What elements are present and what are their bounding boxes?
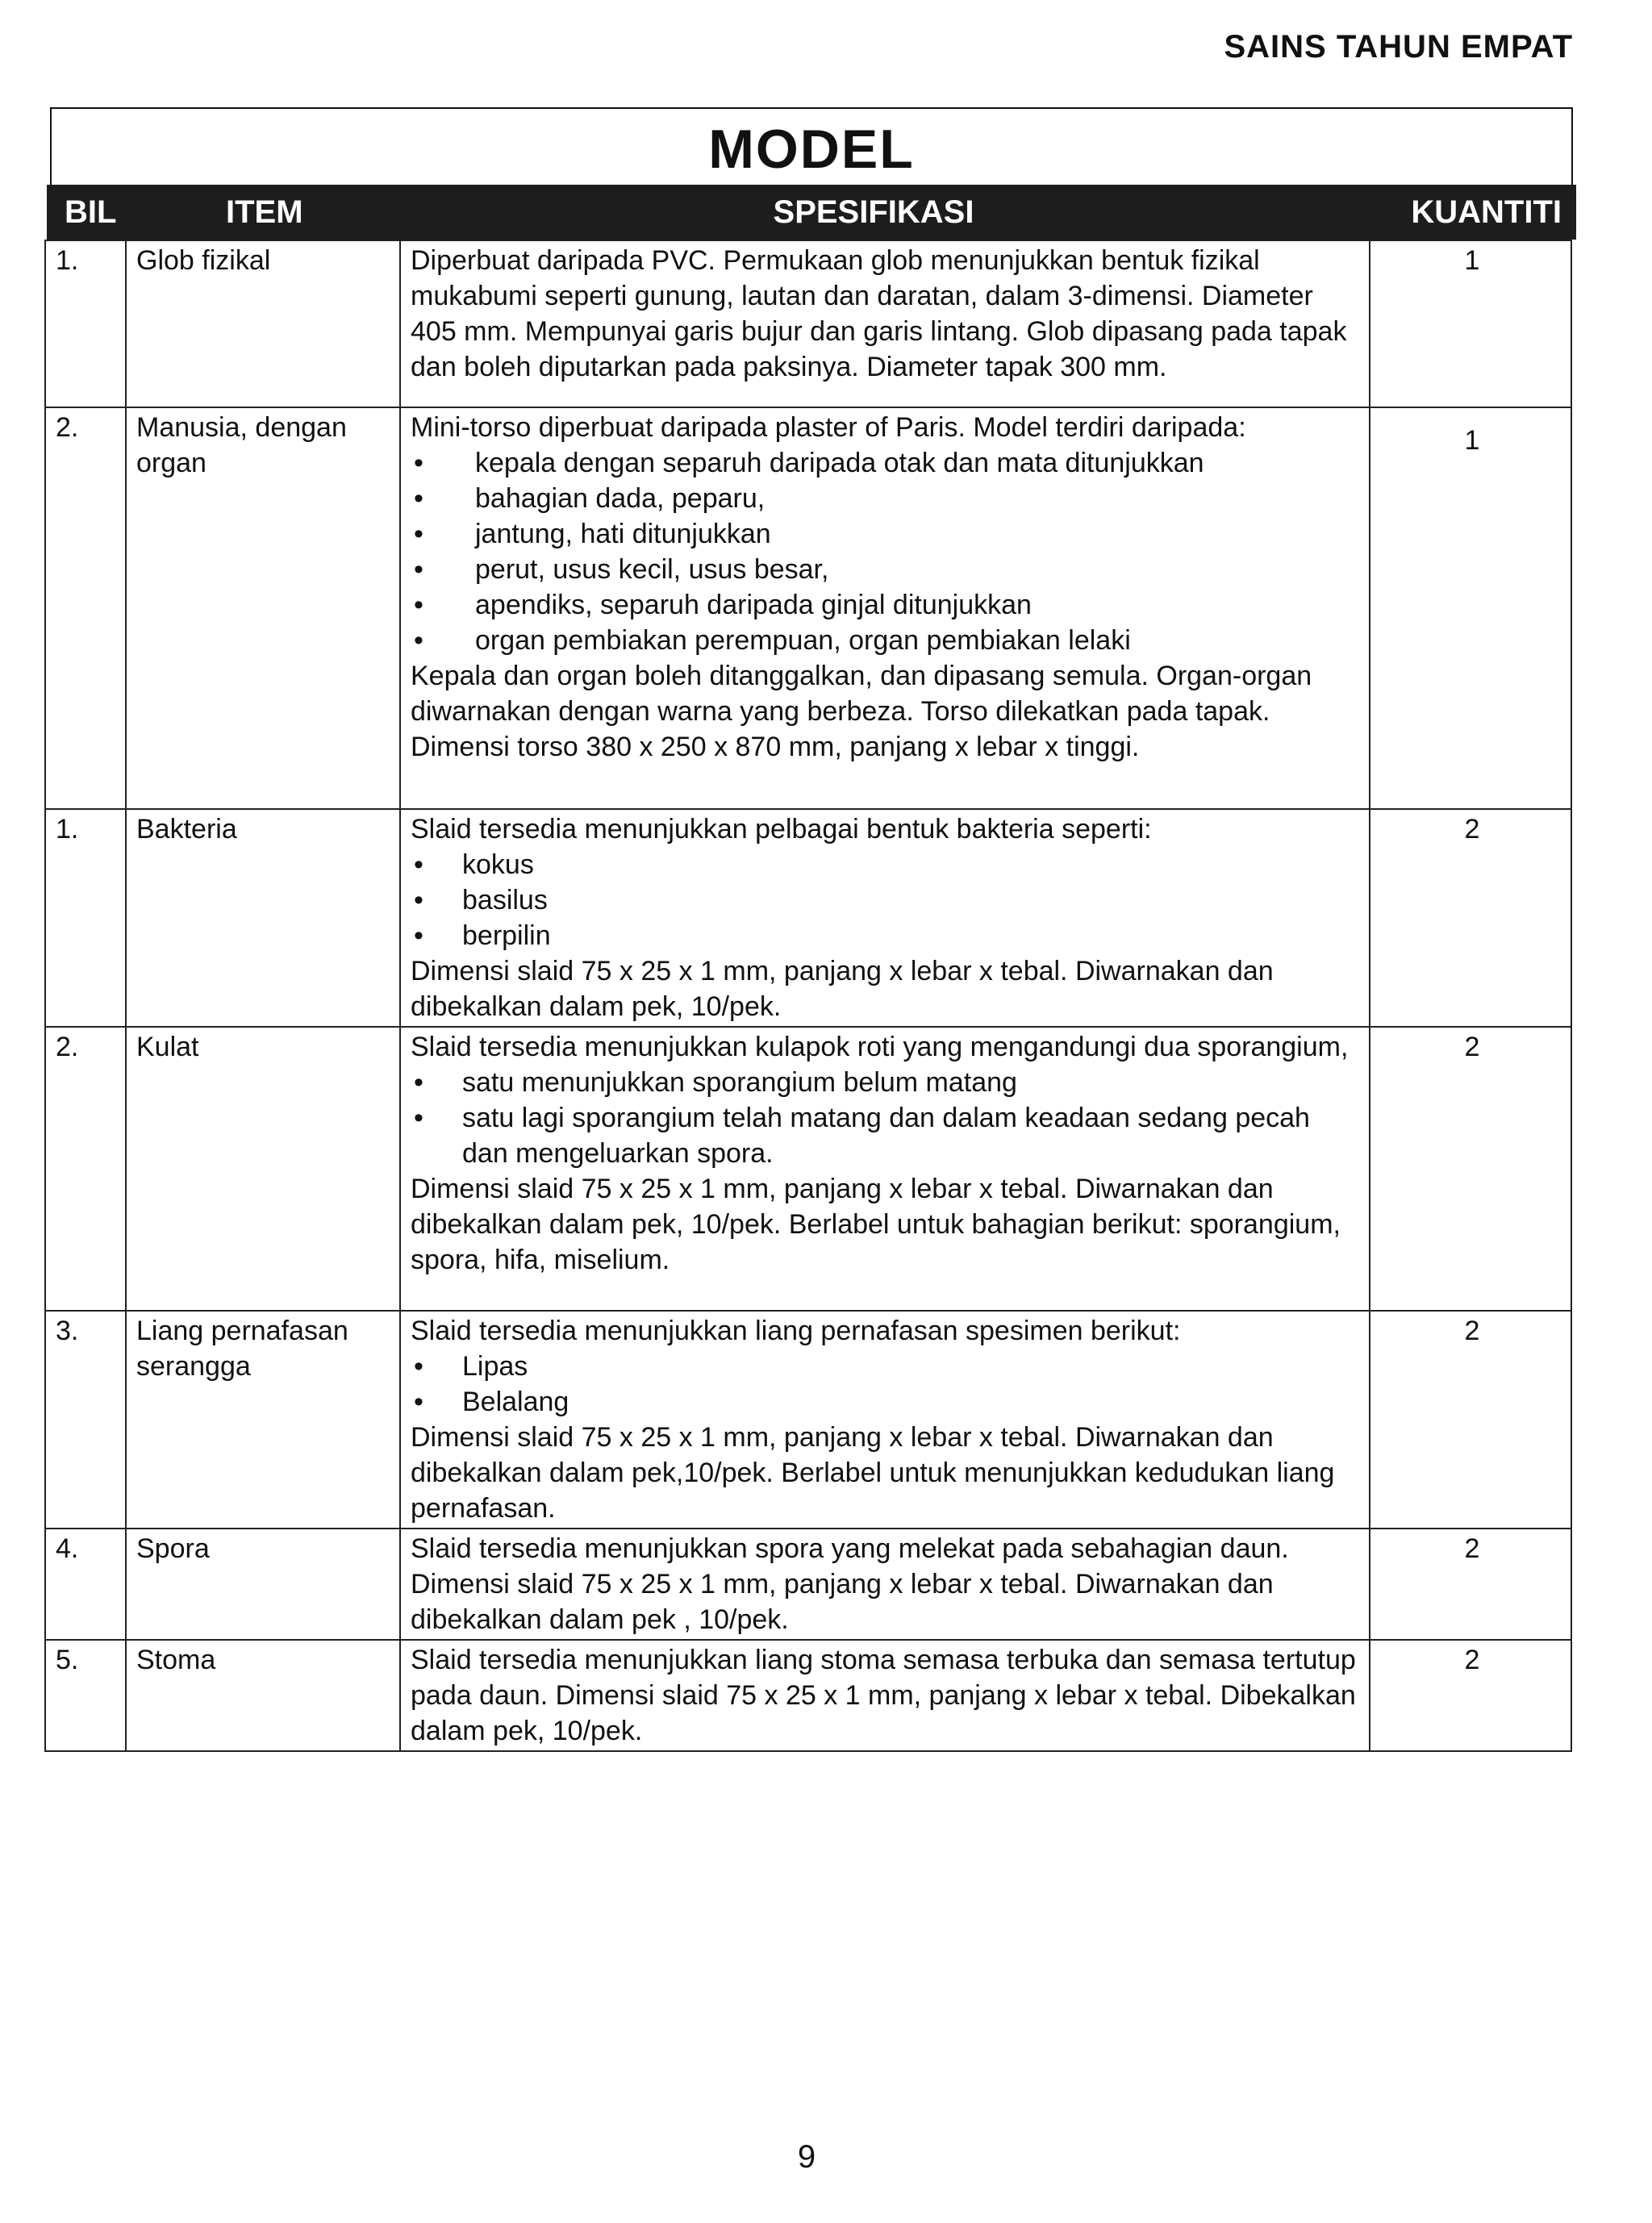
row-bil: 5. [45, 1640, 126, 1751]
row-bil: 3. [45, 1311, 126, 1529]
spec-bullet: • perut, usus kecil, usus besar, [411, 552, 1362, 587]
spec-intro: Slaid tersedia menunjukkan spora yang melekat pada sebahagian daun. Dimensi slaid 75 x 25 x 1 mm, panjang x lebar x tebal. Diwarnakan dan dibekalkan dalam pek , 10/pek. [411, 1533, 1289, 1635]
spec-bullet: • organ pembiakan perempuan, organ pembiakan lelaki [411, 623, 1362, 658]
row-spesifikasi [400, 240, 1370, 407]
row-item: Manusia, dengan organ [126, 407, 400, 809]
table-row [45, 1311, 1571, 1529]
row-spesifikasi [400, 1311, 1370, 1529]
table-row [45, 809, 1571, 1027]
table-header-bar [47, 185, 1576, 240]
table-title: MODEL [708, 119, 915, 180]
spec-intro: Slaid tersedia menunjukkan kulapok roti yang mengandungi dua sporangium, [411, 1032, 1349, 1062]
table-row [45, 1529, 1571, 1640]
spec-bullet: • berpilin [411, 918, 1362, 953]
row-kuantiti: 2 [1370, 1529, 1571, 1640]
row-item: Bakteria [126, 809, 400, 1027]
row-item: Kulat [126, 1027, 400, 1311]
row-kuantiti: 2 [1370, 1311, 1571, 1529]
table-title-box [50, 107, 1573, 185]
header-kuantiti: KUANTITI [1411, 194, 1562, 230]
spec-intro: Slaid tersedia menunjukkan liang stoma semasa terbuka dan semasa tertutup pada daun. Dimensi slaid 75 x 25 x 1 mm, panjang x lebar x tebal. Dibekalkan dalam pek, 10/pek. [411, 1645, 1356, 1746]
spec-bullet: • basilus [411, 882, 1362, 918]
row-bil: 2. [45, 1027, 126, 1311]
spec-intro: Slaid tersedia menunjukkan liang pernafasan spesimen berikut: [411, 1316, 1181, 1346]
spec-intro: Mini-torso diperbuat daripada plaster of Paris. Model terdiri daripada: [411, 412, 1246, 443]
spec-bullet: • apendiks, separuh daripada ginjal ditunjukkan [411, 587, 1362, 623]
row-item: Spora [126, 1529, 400, 1640]
page-number: 9 [797, 2139, 816, 2175]
running-header: SAINS TAHUN EMPAT [1224, 29, 1573, 65]
row-kuantiti: 2 [1370, 1640, 1571, 1751]
spec-bullet: • satu menunjukkan sporangium belum matang [411, 1065, 1362, 1100]
table-row [45, 1027, 1571, 1311]
spec-bullet: • jantung, hati ditunjukkan [411, 516, 1362, 552]
header-bil: BIL [65, 194, 117, 230]
spec-outro: Dimensi slaid 75 x 25 x 1 mm, panjang x lebar x tebal. Diwarnakan dan dibekalkan dalam pek, 10/pek. [411, 956, 1274, 1022]
row-item: Stoma [126, 1640, 400, 1751]
row-kuantiti: 1 [1370, 240, 1571, 407]
row-bil: 1. [45, 240, 126, 407]
table-row [45, 1640, 1571, 1751]
spec-outro: Kepala dan organ boleh ditanggalkan, dan dipasang semula. Organ-organ diwarnakan dengan warna yang berbeza. Torso dilekatkan pada tapak. Dimensi torso 380 x 250 x 870 mm, panjang x lebar x tinggi. [411, 661, 1312, 762]
row-kuantiti: 2 [1370, 809, 1571, 1027]
table-row [45, 240, 1571, 407]
spec-text: Diperbuat daripada PVC. Permukaan glob menunjukkan bentuk fizikal mukabumi seperti gunung, lautan dan daratan, dalam 3-dimensi. Diameter 405 mm. Mempunyai garis bujur dan garis lintang. Glob dipasang pada tapak dan boleh diputarkan pada paksinya. Diameter tapak 300 mm. [411, 245, 1347, 382]
spec-bullet: • kokus [411, 847, 1362, 882]
row-kuantiti: 1 [1370, 407, 1571, 809]
spec-bullet: • kepala dengan separuh daripada otak dan mata ditunjukkan [411, 445, 1362, 481]
row-spesifikasi [400, 1529, 1370, 1640]
row-bil: 2. [45, 407, 126, 809]
row-spesifikasi [400, 1640, 1370, 1751]
header-item: ITEM [226, 194, 303, 230]
spec-outro: Dimensi slaid 75 x 25 x 1 mm, panjang x lebar x tebal. Diwarnakan dan dibekalkan dalam pek,10/pek. Berlabel untuk menunjukkan kedudukan liang pernafasan. [411, 1422, 1335, 1524]
row-item: Liang pernafasan serangga [126, 1311, 400, 1529]
row-spesifikasi [400, 1027, 1370, 1311]
spec-bullet: • bahagian dada, peparu, [411, 481, 1362, 516]
header-spesifikasi: SPESIFIKASI [773, 194, 974, 230]
row-spesifikasi [400, 407, 1370, 809]
table-row [45, 407, 1571, 809]
row-item: Glob fizikal [126, 240, 400, 407]
row-bil: 4. [45, 1529, 126, 1640]
row-kuantiti: 2 [1370, 1027, 1571, 1311]
specification-table [44, 240, 1572, 1752]
spec-bullet: • satu lagi sporangium telah matang dan dalam keadaan sedang pecah dan mengeluarkan spora. [411, 1100, 1362, 1171]
spec-outro: Dimensi slaid 75 x 25 x 1 mm, panjang x lebar x tebal. Diwarnakan dan dibekalkan dalam pek, 10/pek. Berlabel untuk bahagian berikut: sporangium, spora, hifa, miselium. [411, 1174, 1341, 1275]
spec-bullet: • Belalang [411, 1384, 1362, 1420]
row-spesifikasi [400, 809, 1370, 1027]
row-bil: 1. [45, 809, 126, 1027]
spec-bullet: • Lipas [411, 1349, 1362, 1384]
spec-intro: Slaid tersedia menunjukkan pelbagai bentuk bakteria seperti: [411, 814, 1152, 845]
